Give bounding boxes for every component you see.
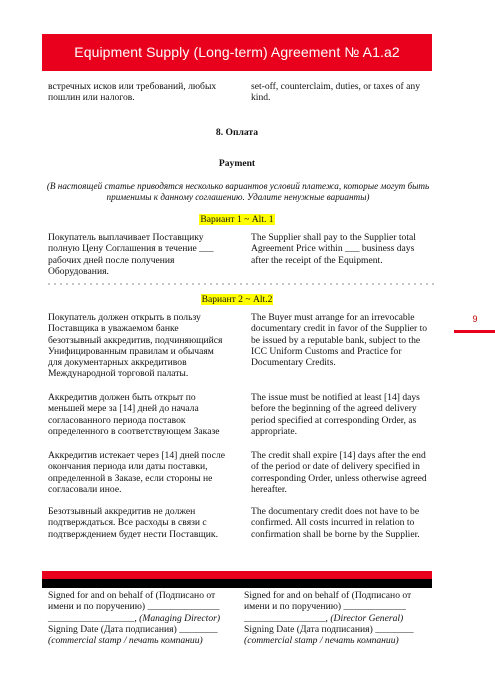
sig-right-line2: имени и по поручению) _____________: [244, 601, 406, 613]
prev-clause-ru: встречных исков или требований, любых пошлин или налогов.: [48, 81, 217, 104]
alt2-p3-en: The credit shall expire [14] days after the end of the period or date of delivery specified in corresponding Order, unless otherwise agreed hereafter.: [251, 450, 427, 495]
sig-left-stamp: (commercial stamp / печать компании): [48, 635, 203, 647]
alt2-label-wrap: [42, 294, 432, 305]
alt1-label: Вариант 1 ~ Alt. 1: [200, 214, 274, 225]
alt2-label: Вариант 2 ~ Alt.2: [201, 294, 273, 305]
dotted-separator: [46, 282, 436, 286]
page-number-underline: [454, 330, 495, 333]
footer-red-band: [42, 571, 432, 579]
alt2-p3-ru: Аккредитив истекает через [14] дней после окончания периода или даты поставки, определенной в Заказе, если стороны не согласовали иное.: [48, 450, 226, 495]
alt1-ru: Покупатель выплачивает Поставщику полную Цену Соглашения в течение ___ рабочих дней после получения Оборудования.: [48, 232, 214, 277]
signature-block-left: [48, 590, 220, 646]
sig-left-role: (Managing Director): [139, 612, 221, 624]
alt2-p1-en: The Buyer must arrange for an irrevocable documentary credit in favor of the Supplier to be issued by a reputable bank, subject to the ICC Uniform Customs and Practice for Documentary Credits.: [251, 312, 428, 369]
signature-block-right: [244, 590, 414, 646]
section-title-en: Payment: [218, 158, 256, 169]
section-note: (В настоящей статье приводятся несколько вариантов условий платежа, которые могут быть применимы к данному соглашению. Удалите ненужные варианты): [46, 181, 430, 203]
sig-right-line1: Signed for and on behalf of (Подписано от: [244, 590, 412, 601]
sig-left-line1: Signed for and on behalf of (Подписано от: [48, 590, 216, 601]
alt2-p4-ru: Безотзывный аккредитив не должен подтверждаться. Все расходы в связи с подтверждением будет нести Поставщик.: [48, 506, 218, 540]
sig-right-blank: _________________,: [244, 612, 331, 624]
footer-black-band: [42, 579, 432, 588]
sig-left-date: Signing Date (Дата подписания) ________: [48, 623, 218, 635]
page-number: 9: [472, 314, 478, 324]
sig-left-line3: [48, 613, 220, 624]
sig-right-stamp: (commercial stamp / печать компании): [244, 635, 399, 647]
alt2-p2-en: The issue must be notified at least [14] days before the beginning of the agreed delivery period specified at corresponding Order, as appropriate.: [251, 392, 420, 437]
sig-left-blank: __________________,: [48, 612, 140, 624]
alt2-p4-en: The documentary credit does not have to be confirmed. All costs incurred in relation to confirmation shall be borne by the Supplier.: [251, 506, 420, 540]
sig-right-role: (Director General): [330, 612, 404, 624]
sig-right-line3: [244, 613, 414, 624]
document-title: Equipment Supply (Long-term) Agreement № A1.a2: [74, 44, 400, 60]
document-header: [42, 34, 432, 71]
alt1-label-wrap: [42, 214, 432, 225]
alt1-en: The Supplier shall pay to the Supplier total Agreement Price within ___ business days after the receipt of the Equipment.: [251, 232, 416, 266]
sig-right-date: Signing Date (Дата подписания) ________: [244, 623, 414, 635]
sig-left-line2: имени и по поручению) _______________: [48, 601, 220, 613]
prev-clause-en: set-off, counterclaim, duties, or taxes of any kind.: [251, 81, 420, 104]
alt2-p1-ru: Покупатель должен открыть в пользу Поставщика в уважаемом банке безотзывный аккредитив, подчиняющийся Унифицированным правилам и обычаям для документарных аккредитивов Международной торговой палаты.: [48, 312, 223, 380]
alt2-p2-ru: Аккредитив должен быть открыт по меньшей мере за [14] дней до начала согласованного периода поставок определенного в соответствующем Заказе: [48, 392, 220, 437]
section-title-ru: 8. Оплата: [215, 127, 259, 138]
